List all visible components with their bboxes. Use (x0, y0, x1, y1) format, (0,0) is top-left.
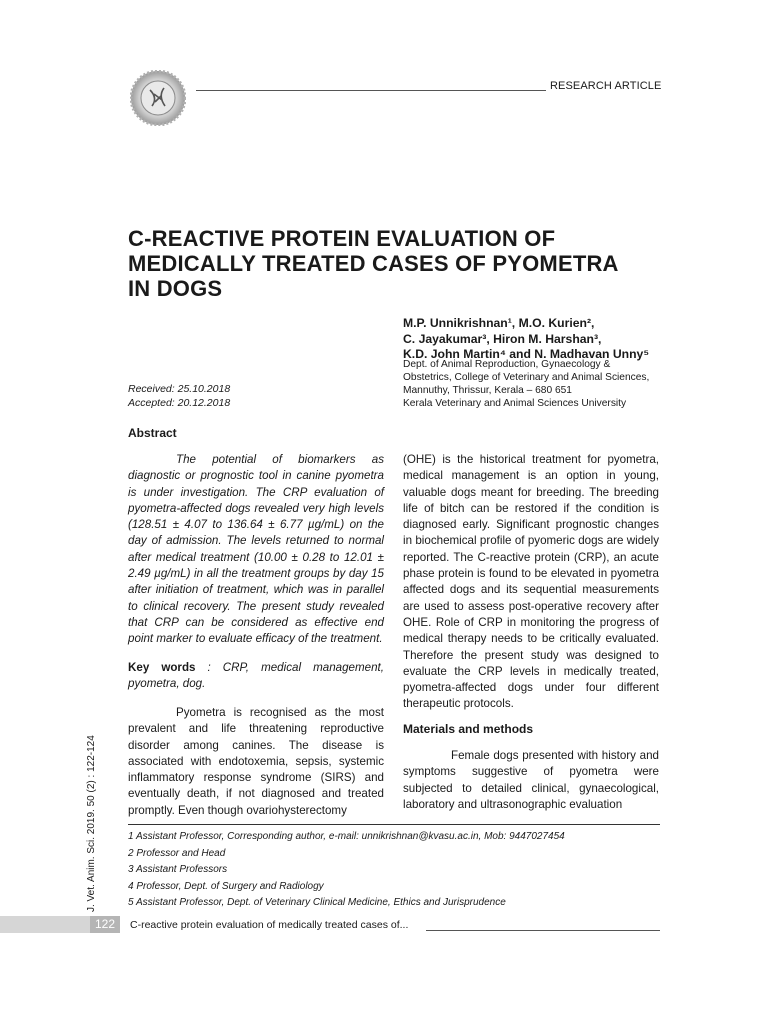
received-date: Received: 25.10.2018 (128, 383, 231, 395)
author-line: M.P. Unnikrishnan¹, M.O. Kurien², (403, 316, 595, 330)
title-line-3: IN DOGS (128, 276, 223, 301)
keywords-text: : CRP, medical management, pyometra, dog. (128, 661, 384, 691)
header-rule (196, 90, 546, 91)
journal-logo (130, 70, 186, 126)
author-line: K.D. John Martin⁴ and N. Madhavan Unny⁵ (403, 347, 650, 361)
article-dates (128, 383, 230, 410)
keywords (128, 660, 384, 693)
affiliation-line: Mannuthy, Thrissur, Kerala – 680 651 (403, 385, 572, 396)
affiliation-line: Obstetrics, College of Veterinary and Animal Sciences, (403, 372, 650, 383)
author-list (403, 316, 663, 363)
footnote: 4 Professor, Dept. of Surgery and Radiology (128, 880, 324, 892)
methods-text: Female dogs presented with history and symptoms suggestive of pyometra were subjected to detailed clinical, gynaecological, laboratory and ultrasonographic evaluation (403, 749, 659, 811)
abstract-heading: Abstract (128, 426, 177, 440)
footnote: 5 Assistant Professor, Dept. of Veterinary Clinical Medicine, Ethics and Jurisprudence (128, 897, 506, 908)
affiliation-line: Kerala Veterinary and Animal Sciences University (403, 398, 627, 409)
footnote: 3 Assistant Professors (128, 864, 228, 875)
journal-citation: J. Vet. Anim. Sci. 2019. 50 (2) : 122-124 (86, 735, 97, 912)
affiliation (403, 358, 665, 410)
running-title: C-reactive protein evaluation of medically treated cases of... (130, 919, 409, 931)
accepted-date: Accepted: 20.12.2018 (128, 396, 231, 409)
title-line-1: C-REACTIVE PROTEIN EVALUATION OF (128, 226, 556, 251)
intro-continuation: (OHE) is the historical treatment for pyometra, medical management is an option in young, valuable dogs meant for breeding. The breeding life of bitch can be restored if the condition is diagnosed early. Significant prognostic changes in biochemical profile of pyomeric dogs are widely reported. The C-reactive protein (CRP), an acute phase protein is found to be elevated in pyometra affected dogs and its sequential measurements are used to assess post-operative recovery after OHE. Role of CRP in monitoring the progress of medical therapy needs to be critically evaluated. Therefore the present study was designed to evaluate the CRP levels in medically treated, pyometra-affected dogs under four different therapeutic protocols. (403, 453, 659, 711)
title-line-2: MEDICALLY TREATED CASES OF PYOMETRA (128, 251, 619, 276)
section-label: RESEARCH ARTICLE (550, 80, 662, 92)
footnotes (128, 829, 668, 912)
footnote-rule (128, 824, 660, 825)
methods-heading: Materials and methods (403, 722, 534, 736)
author-line: C. Jayakumar³, Hiron M. Harshan³, (403, 331, 602, 346)
intro-paragraph: Pyometra is recognised as the most prevalent and life threatening reproductive disorder among canines. The disease is associated with endotoxemia, sepsis, systemic inflammatory response syndrome (SIRS) and eventually death, if not diagnosed and treated promptly. Even though ovariohysterectomy (128, 706, 384, 817)
footer-rule (426, 930, 660, 931)
abstract-text: The potential of biomarkers as diagnostic or prognostic tool in canine pyometra is under investigation. The CRP evaluation of pyometra-affected dogs revealed very high levels (128.51 ± 4.07 to 136.64 ± 6.77 µg/mL) on the day of admission. The levels returned to normal after medical treatment (10.00 ± 0.28 to 12.01 ± 2.49 µg/mL) in all the treatment groups by day 15 after initiation of treatment, which was in parallel to clinical recovery. The present study revealed that CRP can be considered as effective end point marker to evaluate efficacy of the treatment. (128, 453, 384, 646)
keywords-label: Key words (128, 661, 196, 674)
affiliation-line: Dept. of Animal Reproduction, Gynaecology & (403, 359, 611, 370)
footnote: 1 Assistant Professor, Corresponding author, e-mail: unnikrishnan@kvasu.ac.in, Mob: 9447027454 (128, 831, 565, 842)
footnote: 2 Professor and Head (128, 847, 226, 859)
page-number: 122 (90, 916, 120, 933)
article-title (128, 226, 660, 301)
